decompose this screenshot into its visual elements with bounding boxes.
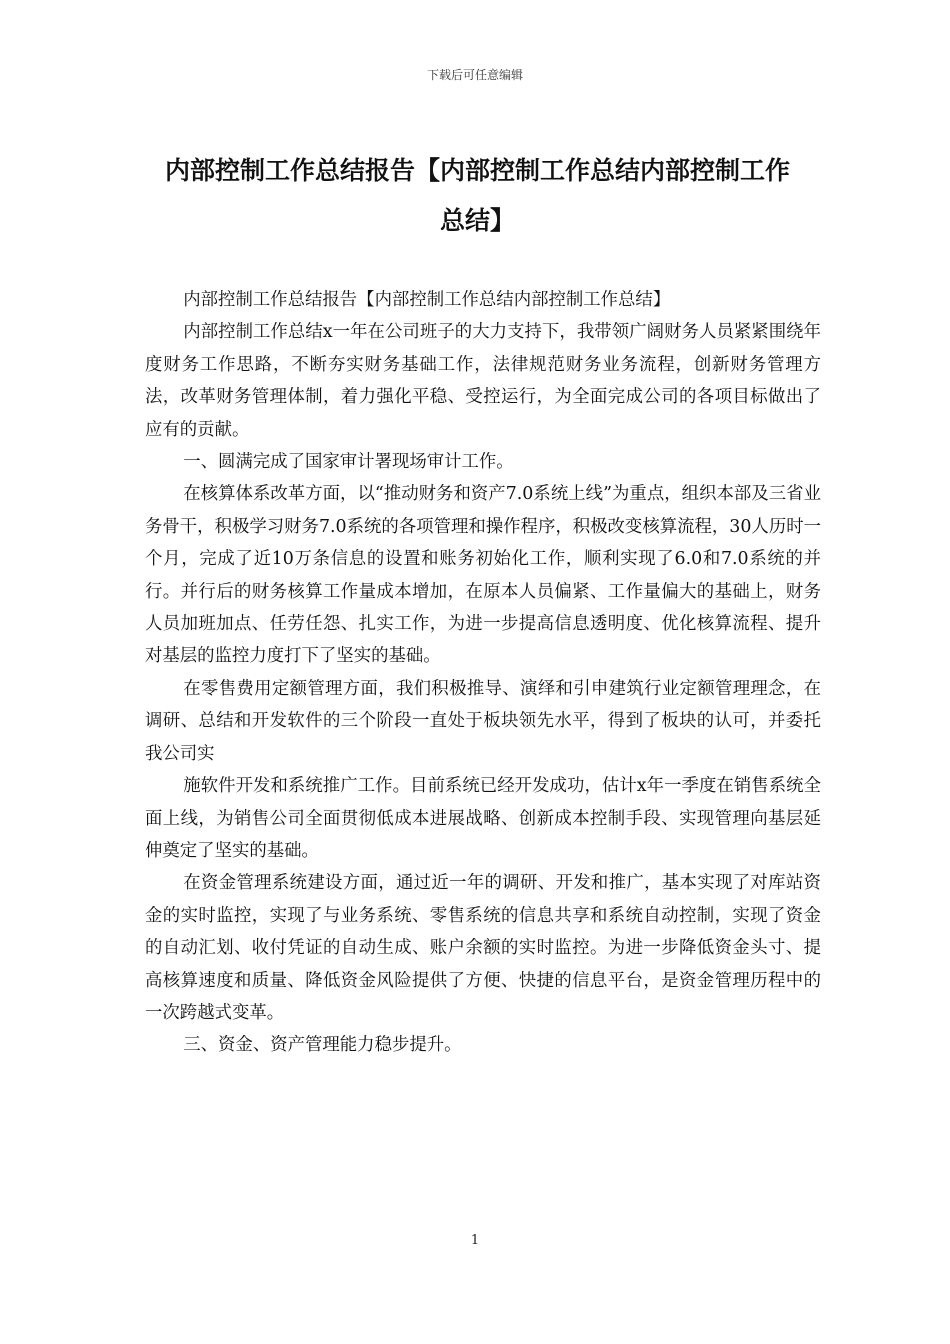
paragraph: 内部控制工作总结报告【内部控制工作总结内部控制工作总结】 [183, 290, 671, 310]
paragraph: 内部控制工作总结x一年在公司班子的大力支持下，我带领广阔财务人员紧紧围绕年度财务工作思路，不断夯实财务基础工作，法律规范财务业务流程，创新财务管理方法，改革财务管理体制，着力强化平稳、受控运行，为全面完成公司的各项目标做出了应有的贡献。 [145, 322, 821, 440]
title-line-1: 内部控制工作总结报告【内部控制工作总结内部控制工作 [164, 156, 790, 185]
paragraph: 在零售费用定额管理方面，我们积极推导、演绎和引申建筑行业定额管理理念，在调研、总结和开发软件的三个阶段一直处于板块领先水平，得到了板块的认可，并委托我公司实 [145, 678, 821, 764]
section-heading: 三、资金、资产管理能力稳步提升。 [183, 1035, 462, 1056]
section-heading: 一、圆满完成了国家审计署现场审计工作。 [183, 452, 514, 473]
paragraph: 在核算体系改革方面，以“推动财务和资产7.0系统上线”为重点，组织本部及三省业务骨干，积极学习财务7.0系统的各项管理和操作程序，积极改变核算流程，30人历时一个月，完成了近10万条信息的设置和账务初始化工作，顺利实现了6.0和7.0系统的并行。并行后的财务核算工作量成本增加，在原本人员偏紧、工作量偏大的基础上，财务人员加班加点、任劳任怨、扎实工作，为进一步提高信息透明度、优化核算流程、提升对基层的监控力度打下了坚实的基础。 [145, 484, 821, 667]
paragraph: 施软件开发和系统推广工作。目前系统已经开发成功，估计x年一季度在销售系统全面上线，为销售公司全面贯彻低成本进展战略、创新成本控制手段、实现管理向基层延伸奠定了坚实的基础。 [145, 776, 821, 861]
title-line-2: 总结】 [439, 206, 515, 235]
header-note: 下载后可任意编辑 [426, 68, 523, 82]
document-body [145, 284, 821, 1062]
paragraph: 在资金管理系统建设方面，通过近一年的调研、开发和推广，基本实现了对库站资金的实时监控，实现了与业务系统、零售系统的信息共享和系统自动控制，实现了资金的自动汇划、收付凭证的自动生成、账户余额的实时监控。为进一步降低资金头寸、提高核算速度和质量、降低资金风险提供了方便、快捷的信息平台，是资金管理历程中的一次跨越式变革。 [145, 873, 821, 1023]
page-number: 1 [470, 1233, 480, 1248]
document-title [145, 146, 810, 246]
